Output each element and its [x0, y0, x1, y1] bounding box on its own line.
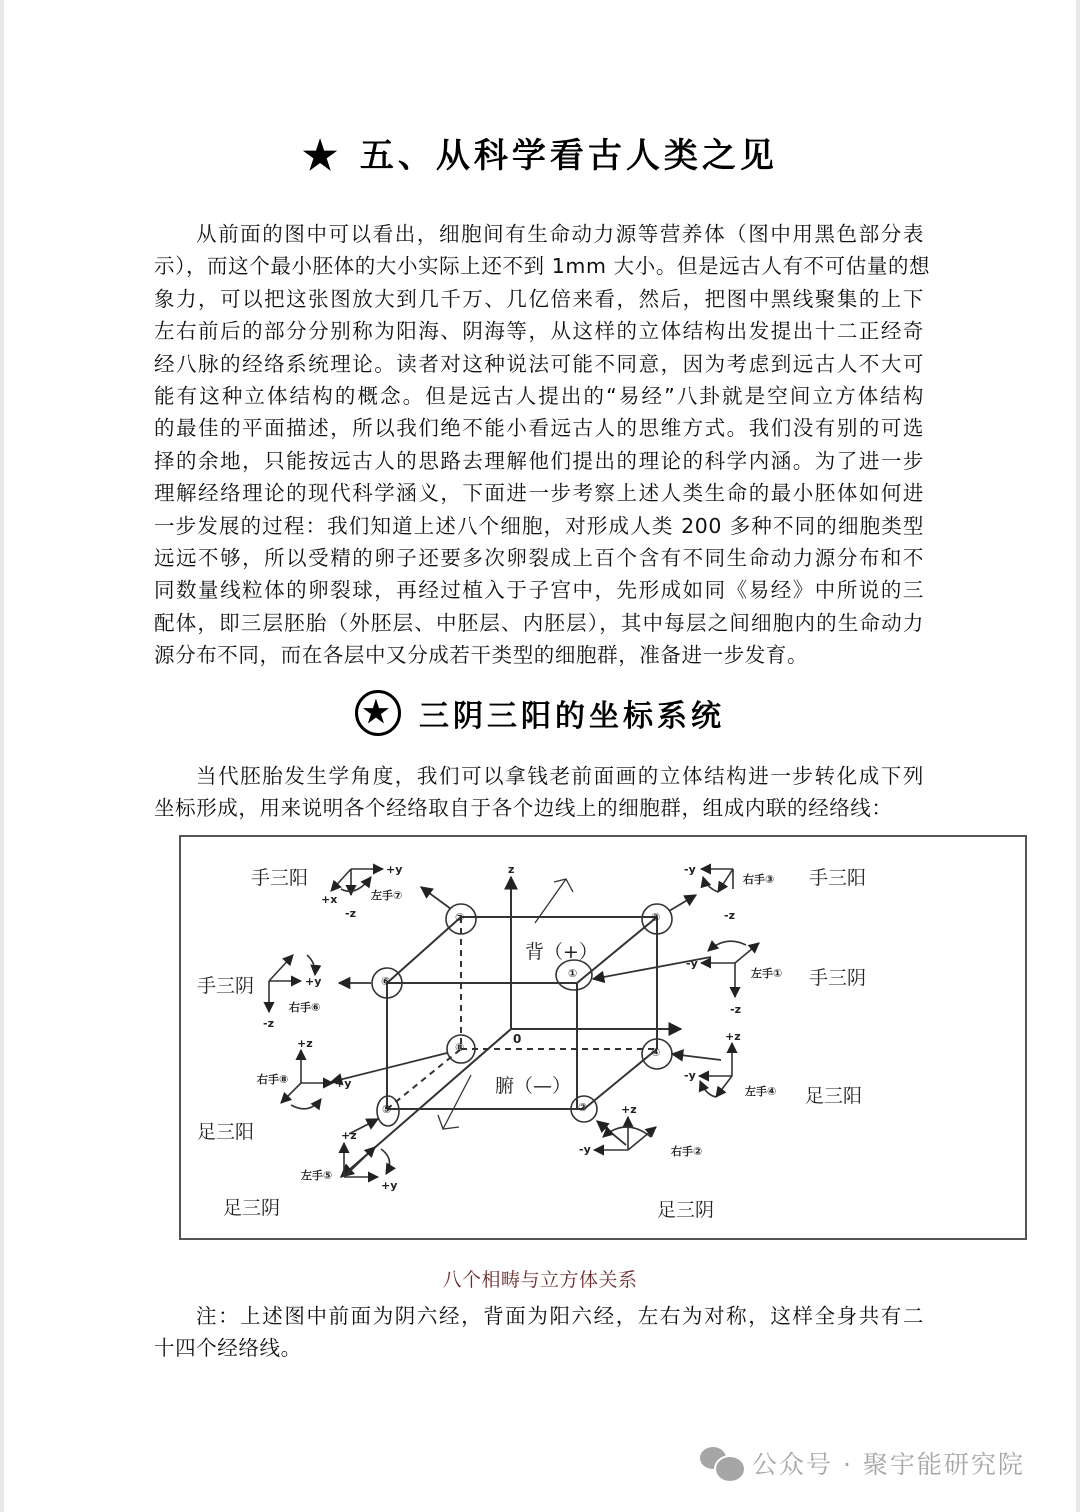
text-line: 坐标形成，用来说明各个经络取自于各个边线上的细胞群，组成内联的经络线：: [154, 796, 893, 821]
region-label-hand-yang-right: 手三阳: [809, 867, 867, 889]
body-paragraph-1: [154, 218, 931, 672]
page-title-text: 五、从科学看古人类之见: [359, 136, 778, 176]
axis-tick-label: -y: [686, 957, 698, 970]
text-line: 示），而这个最小胚体的大小实际上还不到 1mm 大小。但是远古人有不可估量的想: [154, 254, 931, 279]
axis-tick-label: -y: [684, 1069, 696, 1082]
hand-label: 左手⑦: [371, 889, 403, 902]
axis-tick-label: -z: [263, 1017, 274, 1030]
vertex-label: ④: [651, 1046, 661, 1059]
text-line: 经八脉的经络系统理论。读者对这种说法可能不同意，因为考虑到远古人不大可: [154, 351, 924, 376]
face-label-front: 腑（—）: [495, 1075, 572, 1097]
axis-tick-label: +y: [335, 1077, 352, 1090]
axis-tick-label: -y: [684, 863, 696, 876]
text-line: 配体，即三层胚胎（外胚层、中胚层、内胚层），其中每层之间细胞内的生命动力: [154, 610, 924, 635]
text-line: 十四个经络线。: [154, 1336, 302, 1361]
region-label-foot-yin-right: 足三阴: [657, 1199, 715, 1221]
region-label-foot-yin-left: 足三阴: [223, 1197, 281, 1219]
body-paragraph-2: [154, 760, 924, 825]
axis-tick-label: +z: [621, 1103, 637, 1116]
text-line: 从前面的图中可以看出，细胞间有生命动力源等营养体（图中用黑色部分表: [196, 222, 924, 246]
vertex-label: ①: [568, 967, 578, 980]
text-line: 同数量线粒体的卵裂球，再经过植入于子宫中，先形成如同《易经》中所说的三: [154, 578, 924, 603]
text-line: 当代胚胎发生学角度，我们可以拿钱老前面画的立体结构进一步转化成下列: [196, 764, 924, 788]
vertex-label: ③: [651, 911, 661, 924]
axis-tick-label: +y: [381, 1179, 398, 1192]
axis-tick-label: -y: [579, 1143, 591, 1156]
text-line: 的最佳的平面描述，所以我们绝不能小看远古人的思维方式。我们没有别的可选: [154, 416, 924, 441]
hand-label: 右手②: [671, 1145, 703, 1158]
text-line: 择的余地，只能按远古人的思路去理解他们提出的理论的科学内涵。为了进一步: [154, 448, 924, 473]
watermark: [700, 1445, 1025, 1485]
axis-tick-label: -z: [730, 1003, 741, 1016]
vertex-label: ⑧: [455, 1041, 465, 1054]
text-line: 象力，可以把这张图放大到几千万、几亿倍来看，然后，把图中黑线聚集的上下: [154, 286, 924, 311]
vertex-label: ⑥: [381, 975, 391, 988]
figure-caption: 八个相畴与立方体关系: [442, 1269, 638, 1291]
text-line: 注：上述图中前面为阴六经，背面为阳六经，左右为对称，这样全身共有二: [196, 1304, 924, 1328]
circled-star-icon: ★: [355, 690, 401, 736]
text-line: 源分布不同，而在各层中又分成若干类型的细胞群，准备进一步发育。: [154, 643, 809, 668]
region-label-hand-yin-left: 手三阴: [197, 975, 255, 997]
vertex-label: ②: [578, 1101, 588, 1114]
axis-tick-label: +y: [305, 975, 322, 988]
text-line: 理解经络理论的现代科学涵义，下面进一步考察上述人类生命的最小胚体如何进: [154, 481, 924, 506]
region-label-foot-yang-right: 足三阳: [805, 1085, 863, 1107]
wechat-icon: [700, 1447, 744, 1477]
region-label-hand-yang-left: 手三阳: [251, 867, 309, 889]
hand-label: 右手⑧: [257, 1073, 289, 1086]
text-line: 能有这种立体结构的概念。但是远古人提出的“易经”八卦就是空间立方体结构: [154, 384, 924, 409]
axis-tick-label: +z: [725, 1030, 741, 1043]
origin-label: 0: [513, 1032, 522, 1046]
region-label-foot-yang-left: 足三阳: [197, 1121, 255, 1143]
text-line: 远远不够，所以受精的卵子还要多次卵裂成上百个含有不同生命动力源分布和不: [154, 546, 924, 571]
axis-tick-label: -z: [345, 907, 356, 920]
axis-tick-label: +y: [386, 863, 403, 876]
vertex-label: ⑦: [455, 911, 465, 924]
hand-label: 左手④: [745, 1085, 777, 1098]
section-heading: [0, 690, 1080, 736]
note-paragraph: [154, 1300, 924, 1365]
face-label-back: 背（+）: [525, 941, 598, 963]
hand-label: 右手⑥: [289, 1001, 321, 1014]
page-title: [0, 128, 1080, 179]
axis-tick-label: +z: [341, 1129, 357, 1142]
star-icon: ★: [302, 132, 342, 179]
watermark-text: 公众号 · 聚宇能研究院: [752, 1450, 1025, 1479]
hand-label: 右手③: [743, 873, 775, 886]
text-line: 一步发展的过程：我们知道上述八个细胞，对形成人类 200 多种不同的细胞类型: [154, 513, 924, 538]
axis-tick-label: +z: [297, 1037, 313, 1050]
axis-tick-label: -z: [724, 909, 735, 922]
hand-label: 左手⑤: [301, 1169, 333, 1182]
section-heading-text: 三阴三阳的坐标系统: [419, 699, 725, 734]
hand-label: 左手①: [751, 967, 783, 980]
region-label-hand-yin-right: 手三阴: [809, 967, 867, 989]
z-axis-label: z: [508, 863, 515, 876]
cube-coordinate-diagram: [179, 835, 1027, 1240]
vertex-label: ⑤: [382, 1103, 392, 1116]
text-line: 左右前后的部分分别称为阳海、阴海等，从这样的立体结构出发提出十二正经奇: [154, 319, 924, 344]
axis-tick-label: +x: [321, 893, 338, 906]
